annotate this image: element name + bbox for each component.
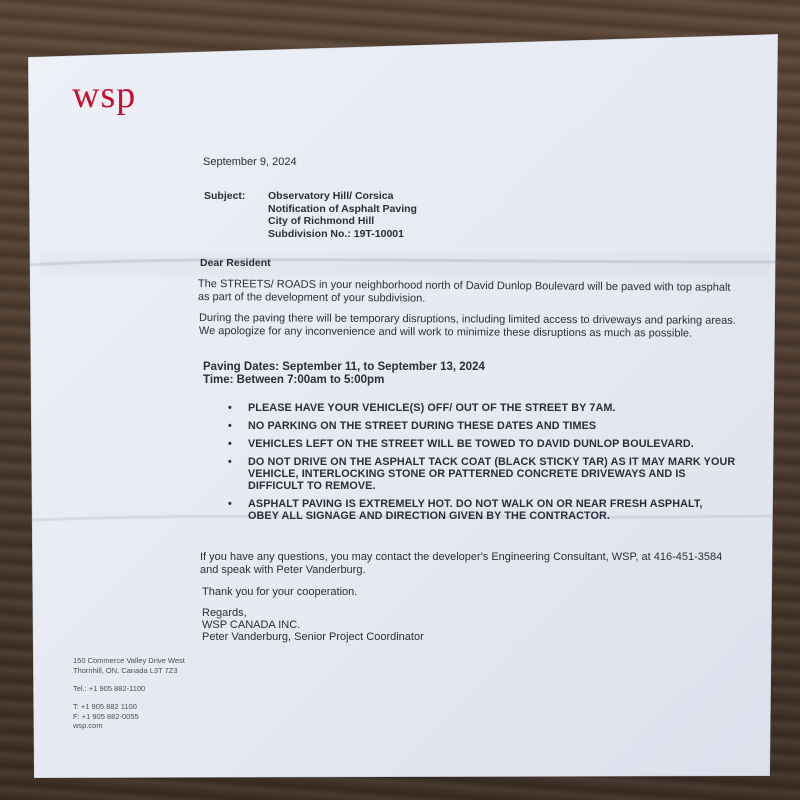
- signature-block: [202, 607, 424, 643]
- list-item-text: DO NOT DRIVE ON THE ASPHALT TACK COAT (BLACK STICKY TAR) AS IT MAY MARK YOUR VEHICLE, INTERLOCKING STONE OR PATTERNED CONCRETE DRIVEWAYS AND IS DIFFICULT TO REMOVE.: [248, 456, 736, 492]
- list-item-text: VEHICLES LEFT ON THE STREET WILL BE TOWED TO DAVID DUNLOP BOULEVARD.: [248, 438, 694, 450]
- footer-address-line: Thornhill, ON, Canada L3T 7Z3: [73, 665, 178, 675]
- bullet-dot: •: [228, 402, 232, 414]
- list-item: [226, 438, 736, 450]
- list-item-text: PLEASE HAVE YOUR VEHICLE(S) OFF/ OUT OF THE STREET BY 7AM.: [248, 402, 616, 414]
- wsp-logo: wsp: [72, 74, 137, 116]
- subject-line: City of Richmond Hill: [268, 215, 375, 227]
- paragraph-disruptions: During the paving there will be temporary disruptions, including limited access to driveways and parking areas. We apologize for any inconvenience and will work to minimize these disruptions as much as possible.: [198, 312, 736, 340]
- bullet-dot: •: [228, 456, 232, 468]
- letter-date: September 9, 2024: [203, 156, 297, 168]
- thanks-line: Thank you for your cooperation.: [202, 586, 358, 598]
- paragraph-contact: If you have any questions, you may contact the developer's Engineering Consultant, WSP, at 416-451-3584 and speak with Peter Vanderburg.: [200, 551, 723, 576]
- bullet-dot: •: [228, 420, 232, 432]
- list-item: [226, 456, 736, 492]
- instructions-list: [226, 402, 736, 528]
- subject-lines: [268, 190, 417, 240]
- footer-website: wsp.com: [73, 721, 103, 730]
- subject-line: Notification of Asphalt Paving: [268, 202, 417, 215]
- paragraph-intro: The STREETS/ ROADS in your neighborhood north of David Dunlop Boulevard will be paved with top asphalt as part of the development of your subdivision.: [197, 278, 731, 305]
- list-item-text: NO PARKING ON THE STREET DURING THESE DATES AND TIMES: [248, 420, 597, 432]
- signer-name: Peter Vanderburg, Senior Project Coordinator: [202, 631, 424, 643]
- list-item: [226, 402, 736, 414]
- footer-phone: T: +1 905 882 1100: [73, 702, 137, 711]
- footer-contacts: [73, 702, 139, 731]
- paving-schedule: [203, 361, 485, 387]
- footer-address-line: 150 Commerce Valley Drive West: [73, 656, 185, 665]
- list-item: [226, 498, 736, 522]
- list-item-text: ASPHALT PAVING IS EXTREMELY HOT. DO NOT WALK ON OR NEAR FRESH ASPHALT, OBEY ALL SIGNAGE AND DIRECTION GIVEN BY THE CONTRACTOR.: [248, 498, 703, 522]
- bullet-dot: •: [228, 438, 232, 450]
- footer-address: [73, 656, 185, 675]
- subject-line: Subdivision No.: 19T-10001: [268, 227, 404, 240]
- bullet-dot: •: [228, 498, 232, 510]
- list-item: [226, 420, 736, 432]
- footer-fax: F: +1 905 882-0055: [73, 711, 139, 721]
- footer-tel: Tel.: +1 905 882-1100: [73, 684, 146, 693]
- paving-dates: Paving Dates: September 11, to September 13, 2024: [203, 361, 485, 373]
- subject-line: Observatory Hill/ Corsica: [268, 190, 394, 202]
- greeting: Dear Resident: [200, 257, 271, 269]
- subject-label: Subject:: [204, 190, 246, 202]
- company-name: WSP CANADA INC.: [202, 619, 301, 631]
- regards-line: Regards,: [202, 607, 247, 619]
- paving-time: Time: Between 7:00am to 5:00pm: [203, 374, 385, 386]
